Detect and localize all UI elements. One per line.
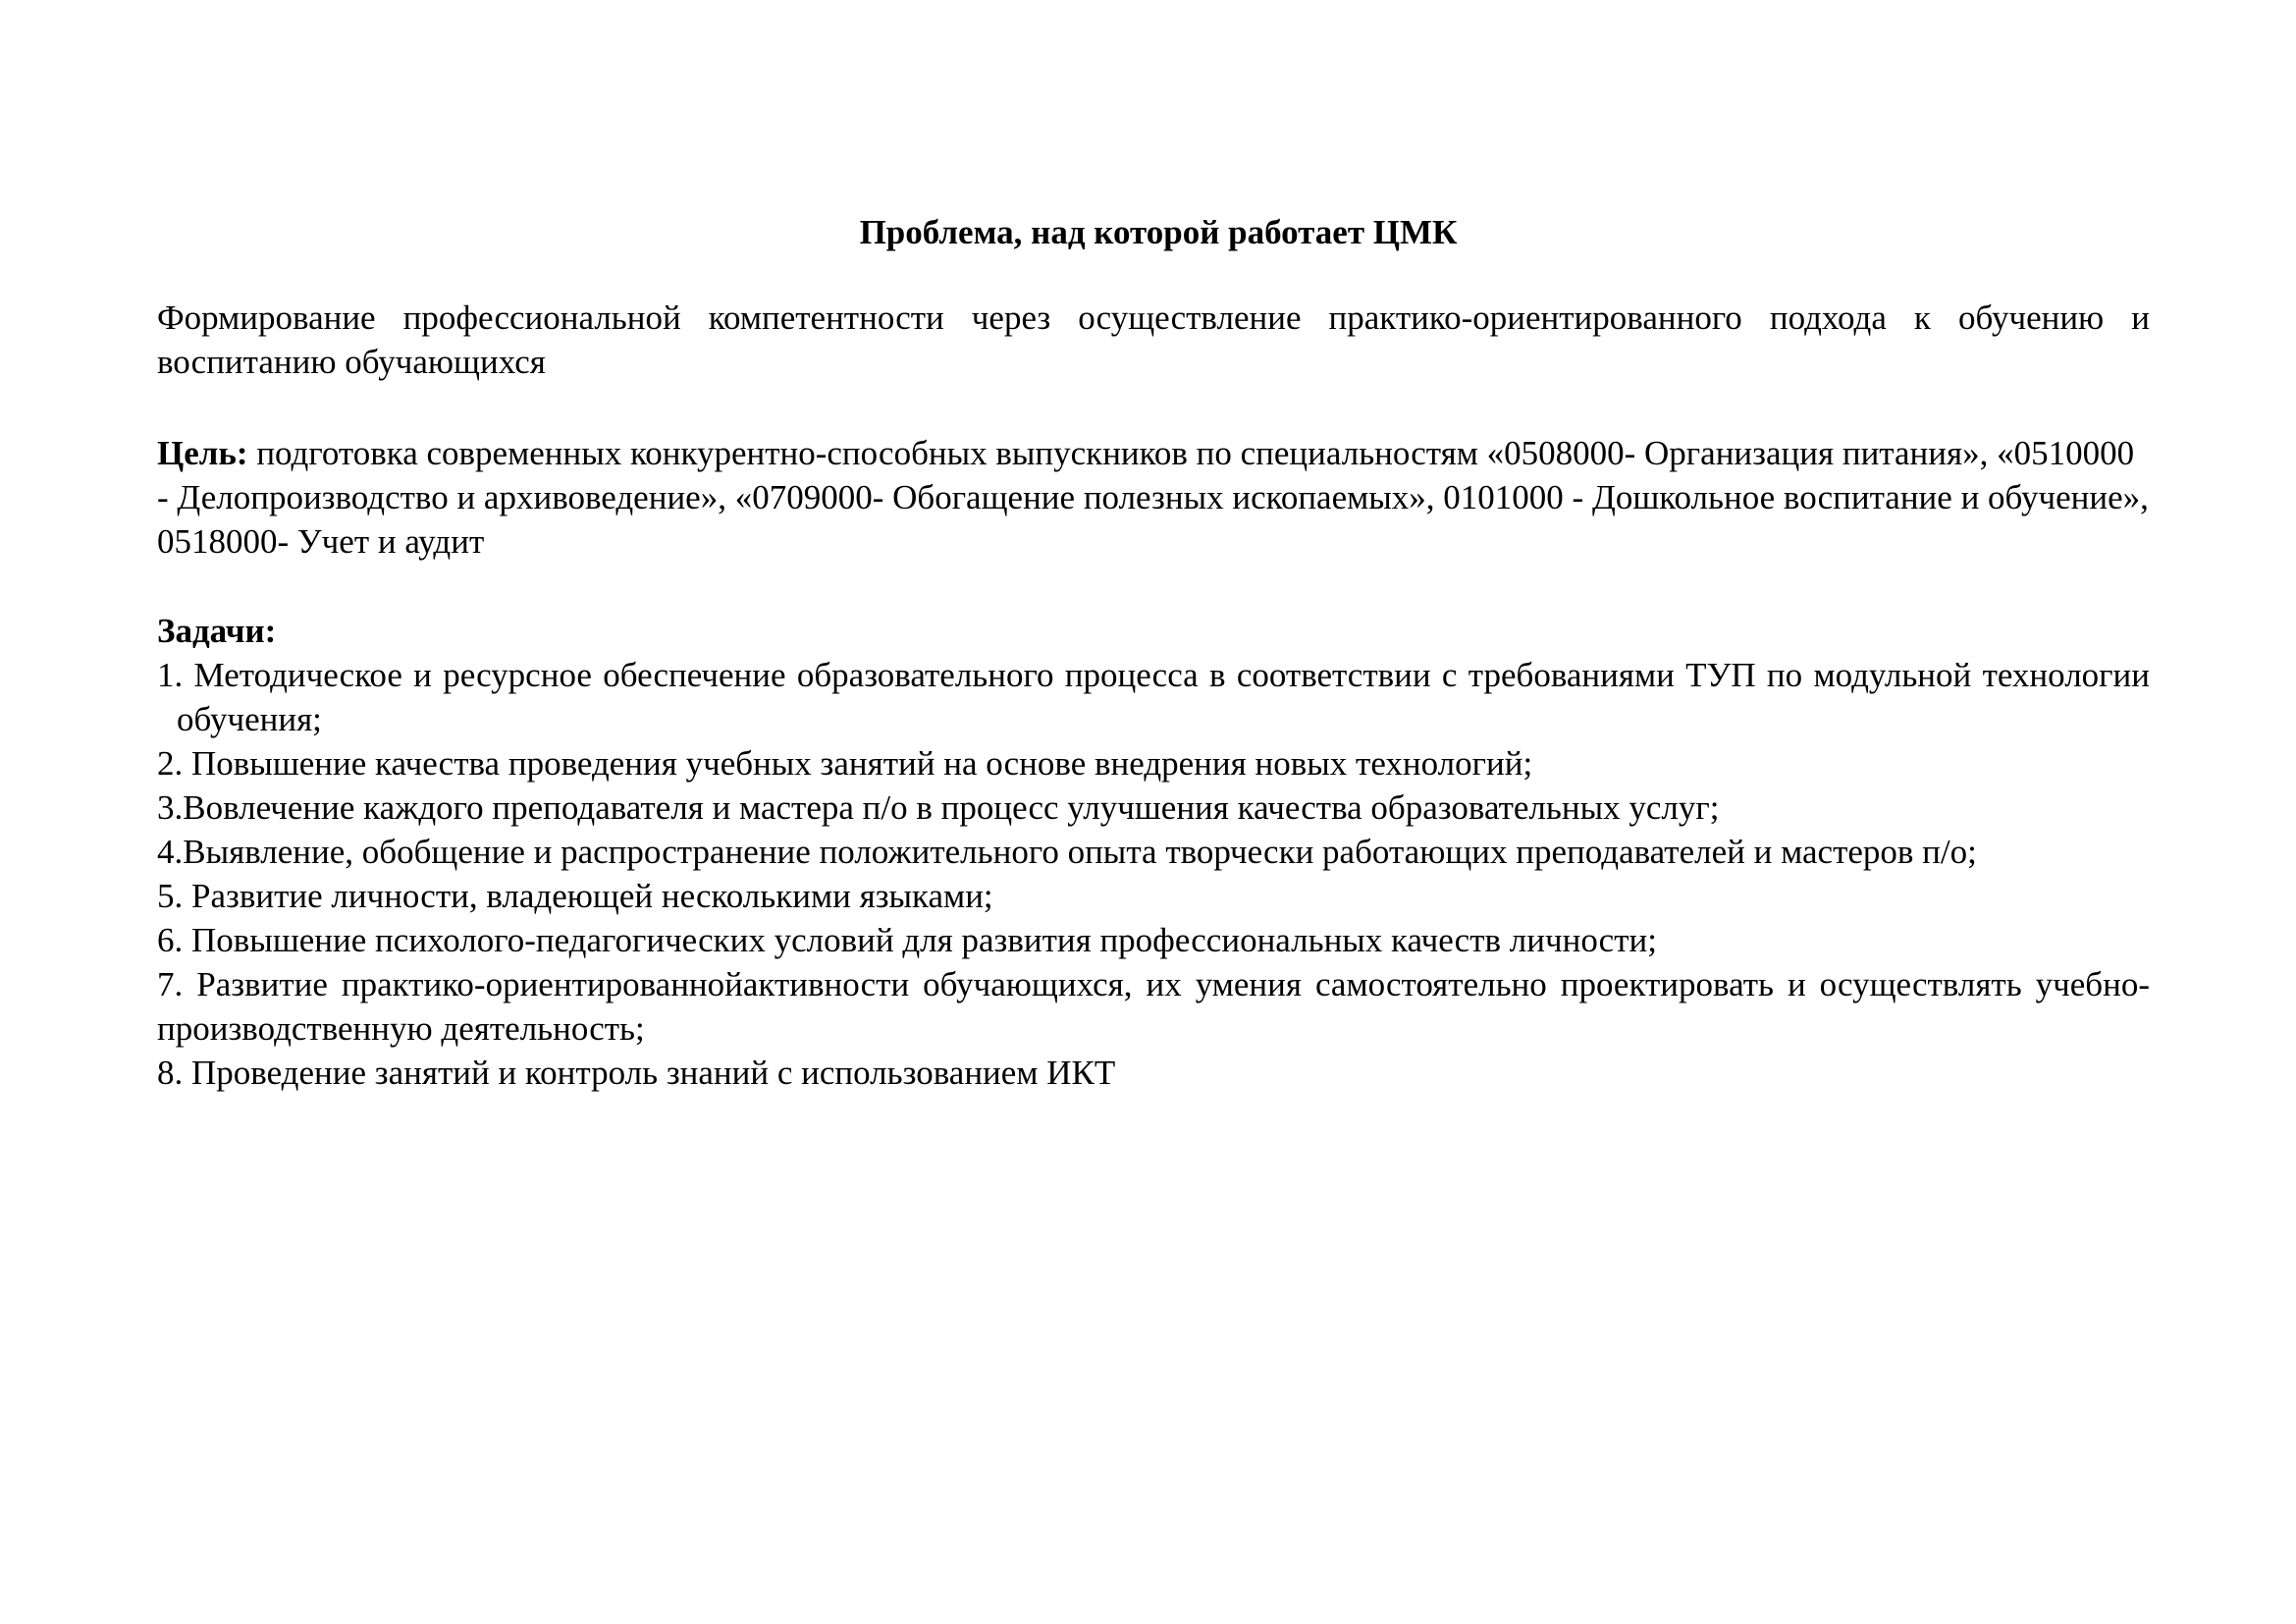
tasks-heading: Задачи: (157, 612, 277, 650)
problem-statement: Формирование профессиональной компетентности через осуществление практико-ориентированного подхода к обучению и воспитанию обучающихся (157, 298, 2150, 381)
task-item-4: 4.Выявление, обобщение и распространение положительного опыта творчески работающих преподавателей и мастеров п/о; (157, 833, 1977, 871)
task-item-7: 7. Развитие практико-ориентированнойактивности обучающихся, их умения самостоятельно проектировать и осуществлять учебно- производственную деятельность; (157, 965, 2150, 1048)
document-body (157, 210, 2150, 1095)
task-item-2: 2. Повышение качества проведения учебных занятий на основе внедрения новых технологий; (157, 744, 1533, 783)
document-title: Проблема, над которой работает ЦМК (859, 213, 1458, 251)
goal-paragraph (157, 431, 2150, 564)
task-item-8: 8. Проведение занятий и контроль знаний с использованием ИКТ (157, 1054, 1116, 1092)
task-item-3: 3.Вовлечение каждого преподавателя и мастера п/о в процесс улучшения качества образовательных услуг; (157, 788, 1720, 827)
task-item-5: 5. Развитие личности, владеющей несколькими языками; (157, 877, 993, 915)
goal-text: подготовка современных конкурентно-способных выпускников по специальностям «0508000- Организация питания», «0510000 - Делопроизводство и архивоведение», «0709000- Обогащение полезных ископаемых», 0101000 - Дошкольное воспитание и обучение», 0518000- Учет и аудит (157, 434, 2149, 561)
goal-label: Цель: (157, 434, 248, 472)
tasks-list (157, 653, 2150, 1095)
task-item-1: 1. Методическое и ресурсное обеспечение образовательного процесса в соответствии с требованиями ТУП по модульной технологии обучения; (157, 656, 2150, 738)
task-item-6: 6. Повышение психолого-педагогических условий для развития профессиональных качеств личности; (157, 921, 1657, 959)
